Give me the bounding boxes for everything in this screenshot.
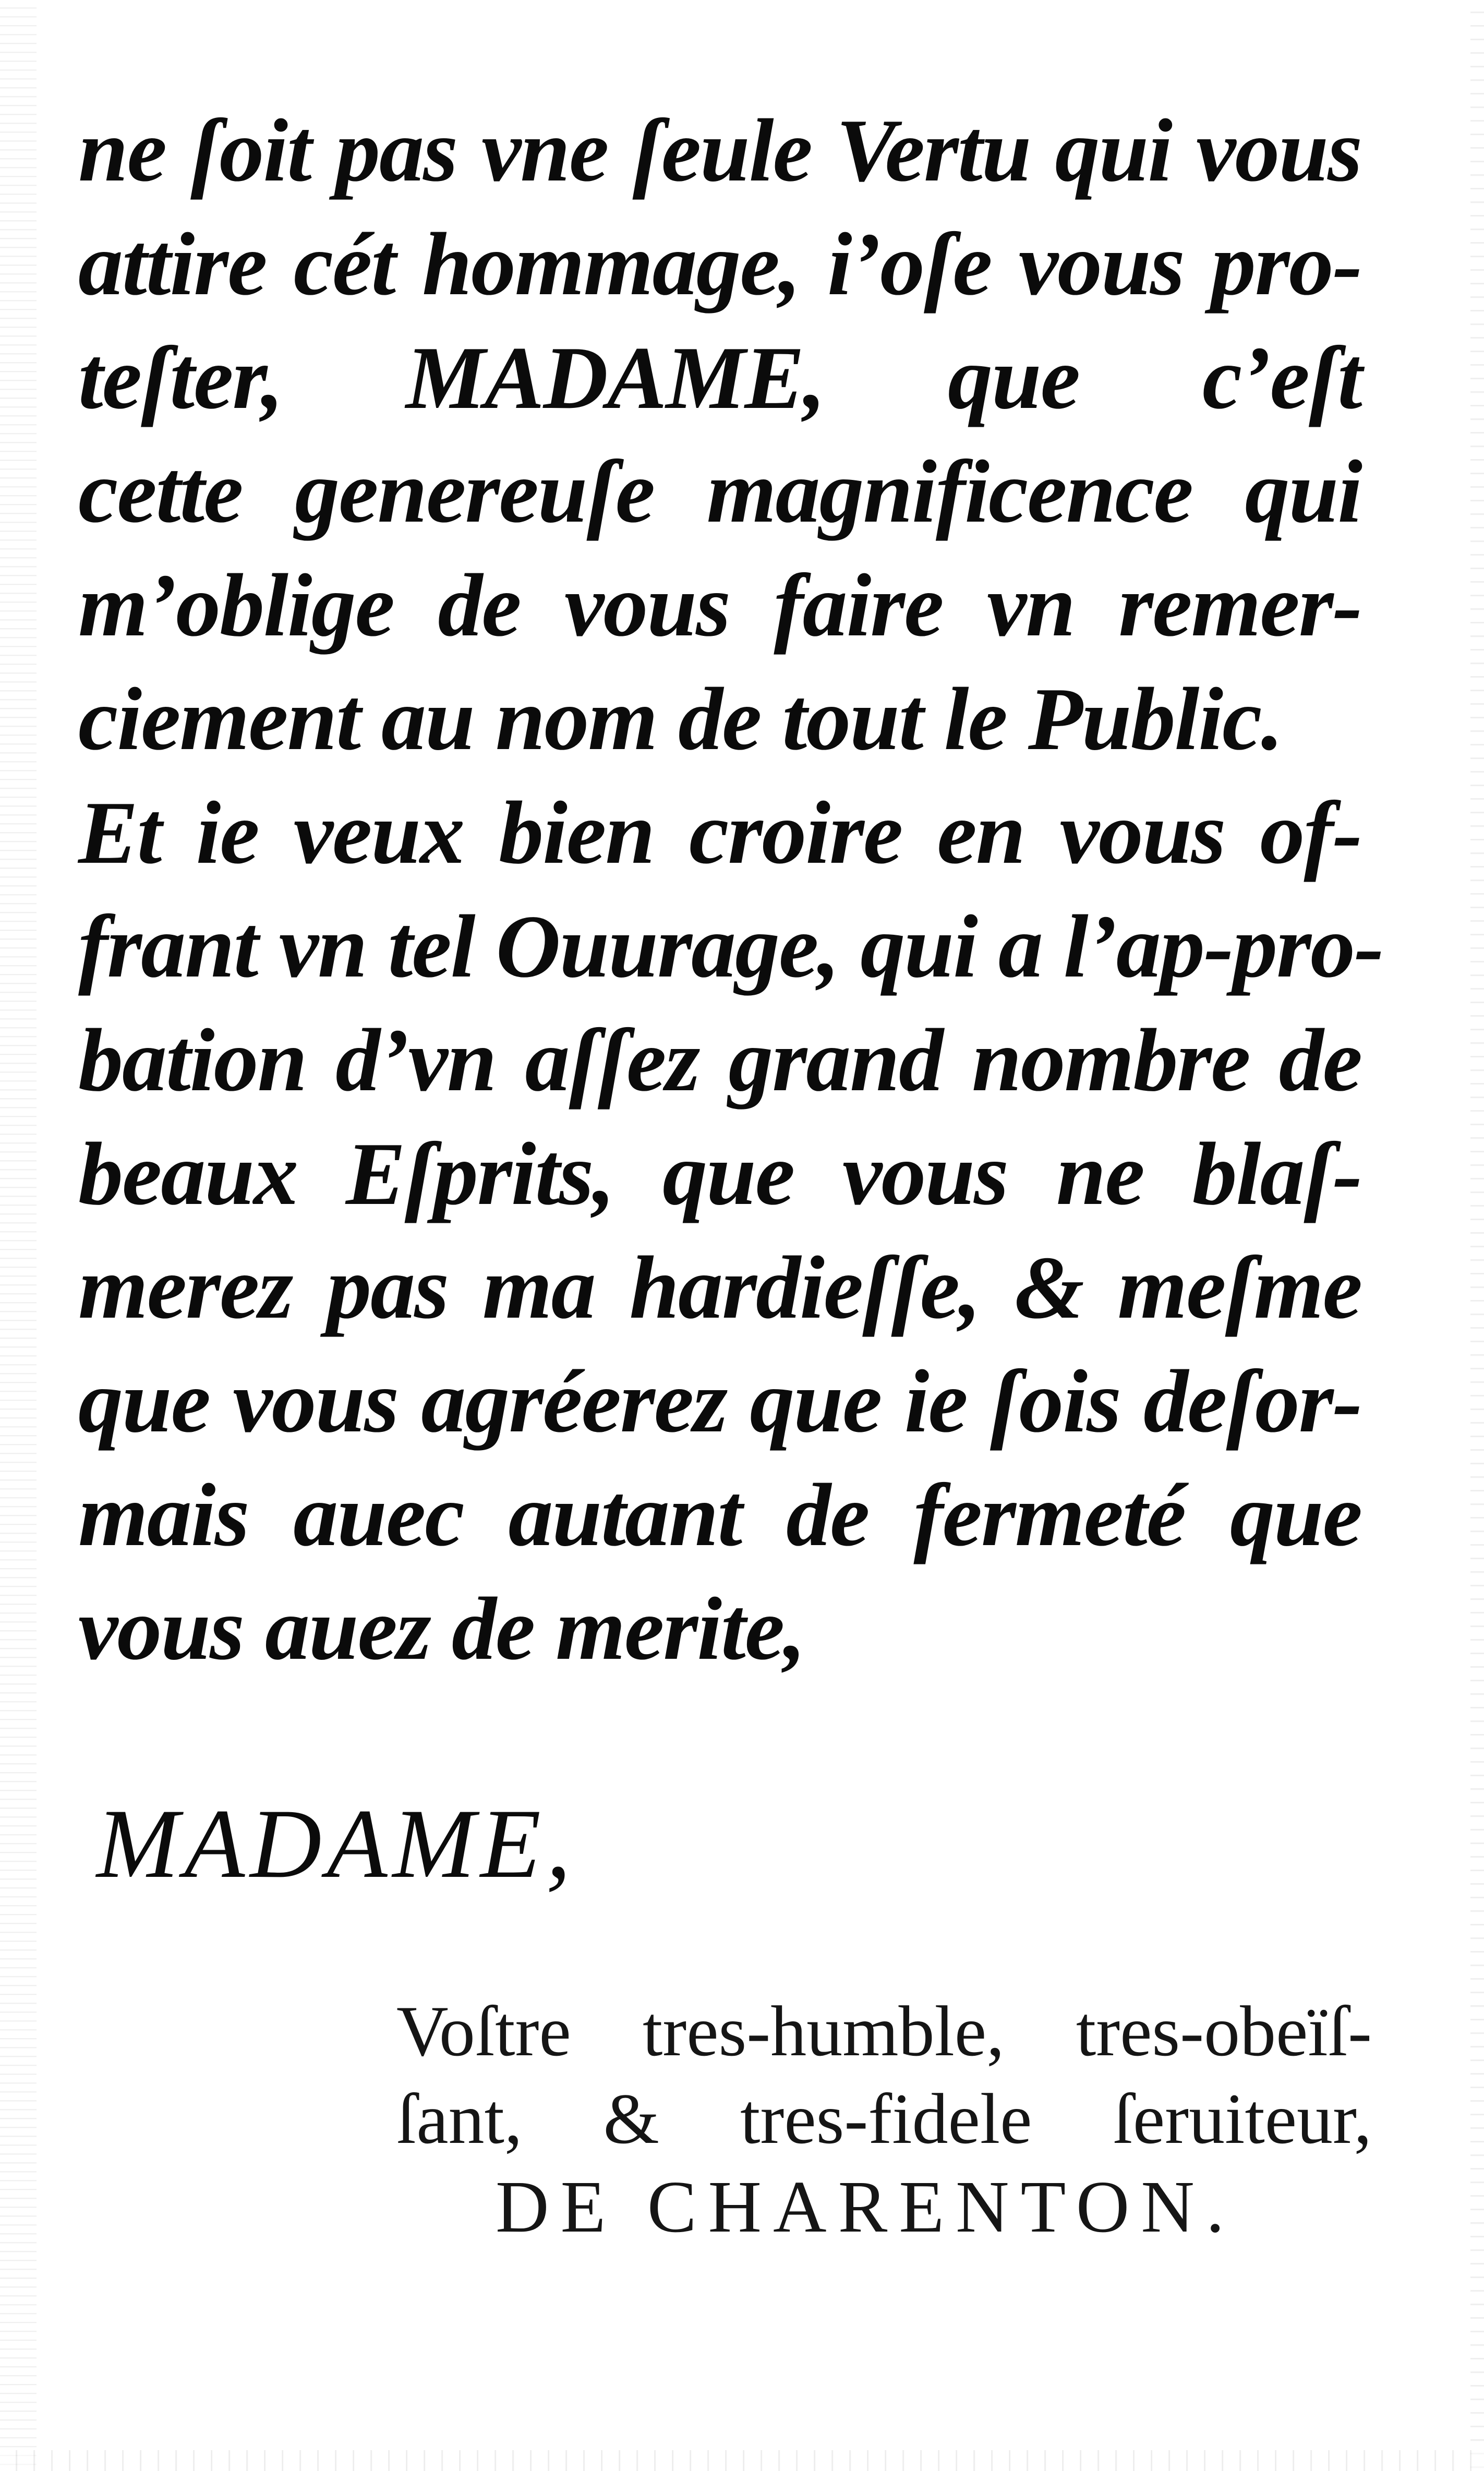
- body-line: vous auez de merite,: [78, 1580, 805, 1679]
- body-line: frant vn tel Ouurage, qui a l’ap-pro-: [78, 897, 1383, 996]
- closing-signature-block: [396, 1987, 1372, 2250]
- body-line: que vous agréerez que ie ſois deſor-: [78, 1352, 1361, 1451]
- salutation: MADAME,: [96, 1789, 576, 1899]
- body-line: attire cét hommage, i’oſe vous pro-: [78, 215, 1361, 314]
- body-line: cette genereuſe magnificence qui: [78, 442, 1361, 541]
- body-line: merez pas ma hardieſſe, & meſme: [78, 1238, 1361, 1337]
- body-line: m’oblige de vous faire vn remer-: [78, 556, 1361, 655]
- dedication-body-text: [78, 94, 1383, 1686]
- page-edge-bottom: [0, 2450, 1484, 2471]
- body-line: bation d’vn aſſez grand nombre de: [78, 1011, 1361, 1110]
- body-line: Et ie veux bien croire en vous of-: [78, 784, 1361, 883]
- signer-name: DE CHARENTON.: [496, 2165, 1236, 2248]
- body-line: ne ſoit pas vne ſeule Vertu qui vous: [78, 101, 1361, 200]
- closing-line: ſant, & tres-fidele ſeruiteur,: [396, 2079, 1372, 2159]
- body-line: mais auec autant de fermeté que: [78, 1466, 1361, 1565]
- body-line: ciement au nom de tout le Public.: [78, 670, 1283, 769]
- body-line: teſter, MADAME, que c’eſt: [78, 329, 1361, 428]
- closing-line: Voſtre tres-humble, tres-obeïſ-: [396, 1991, 1372, 2071]
- page-edge-left: [0, 0, 37, 2471]
- page-edge-right: [1470, 0, 1484, 2471]
- body-line: beaux Eſprits, que vous ne blaſ-: [78, 1125, 1361, 1224]
